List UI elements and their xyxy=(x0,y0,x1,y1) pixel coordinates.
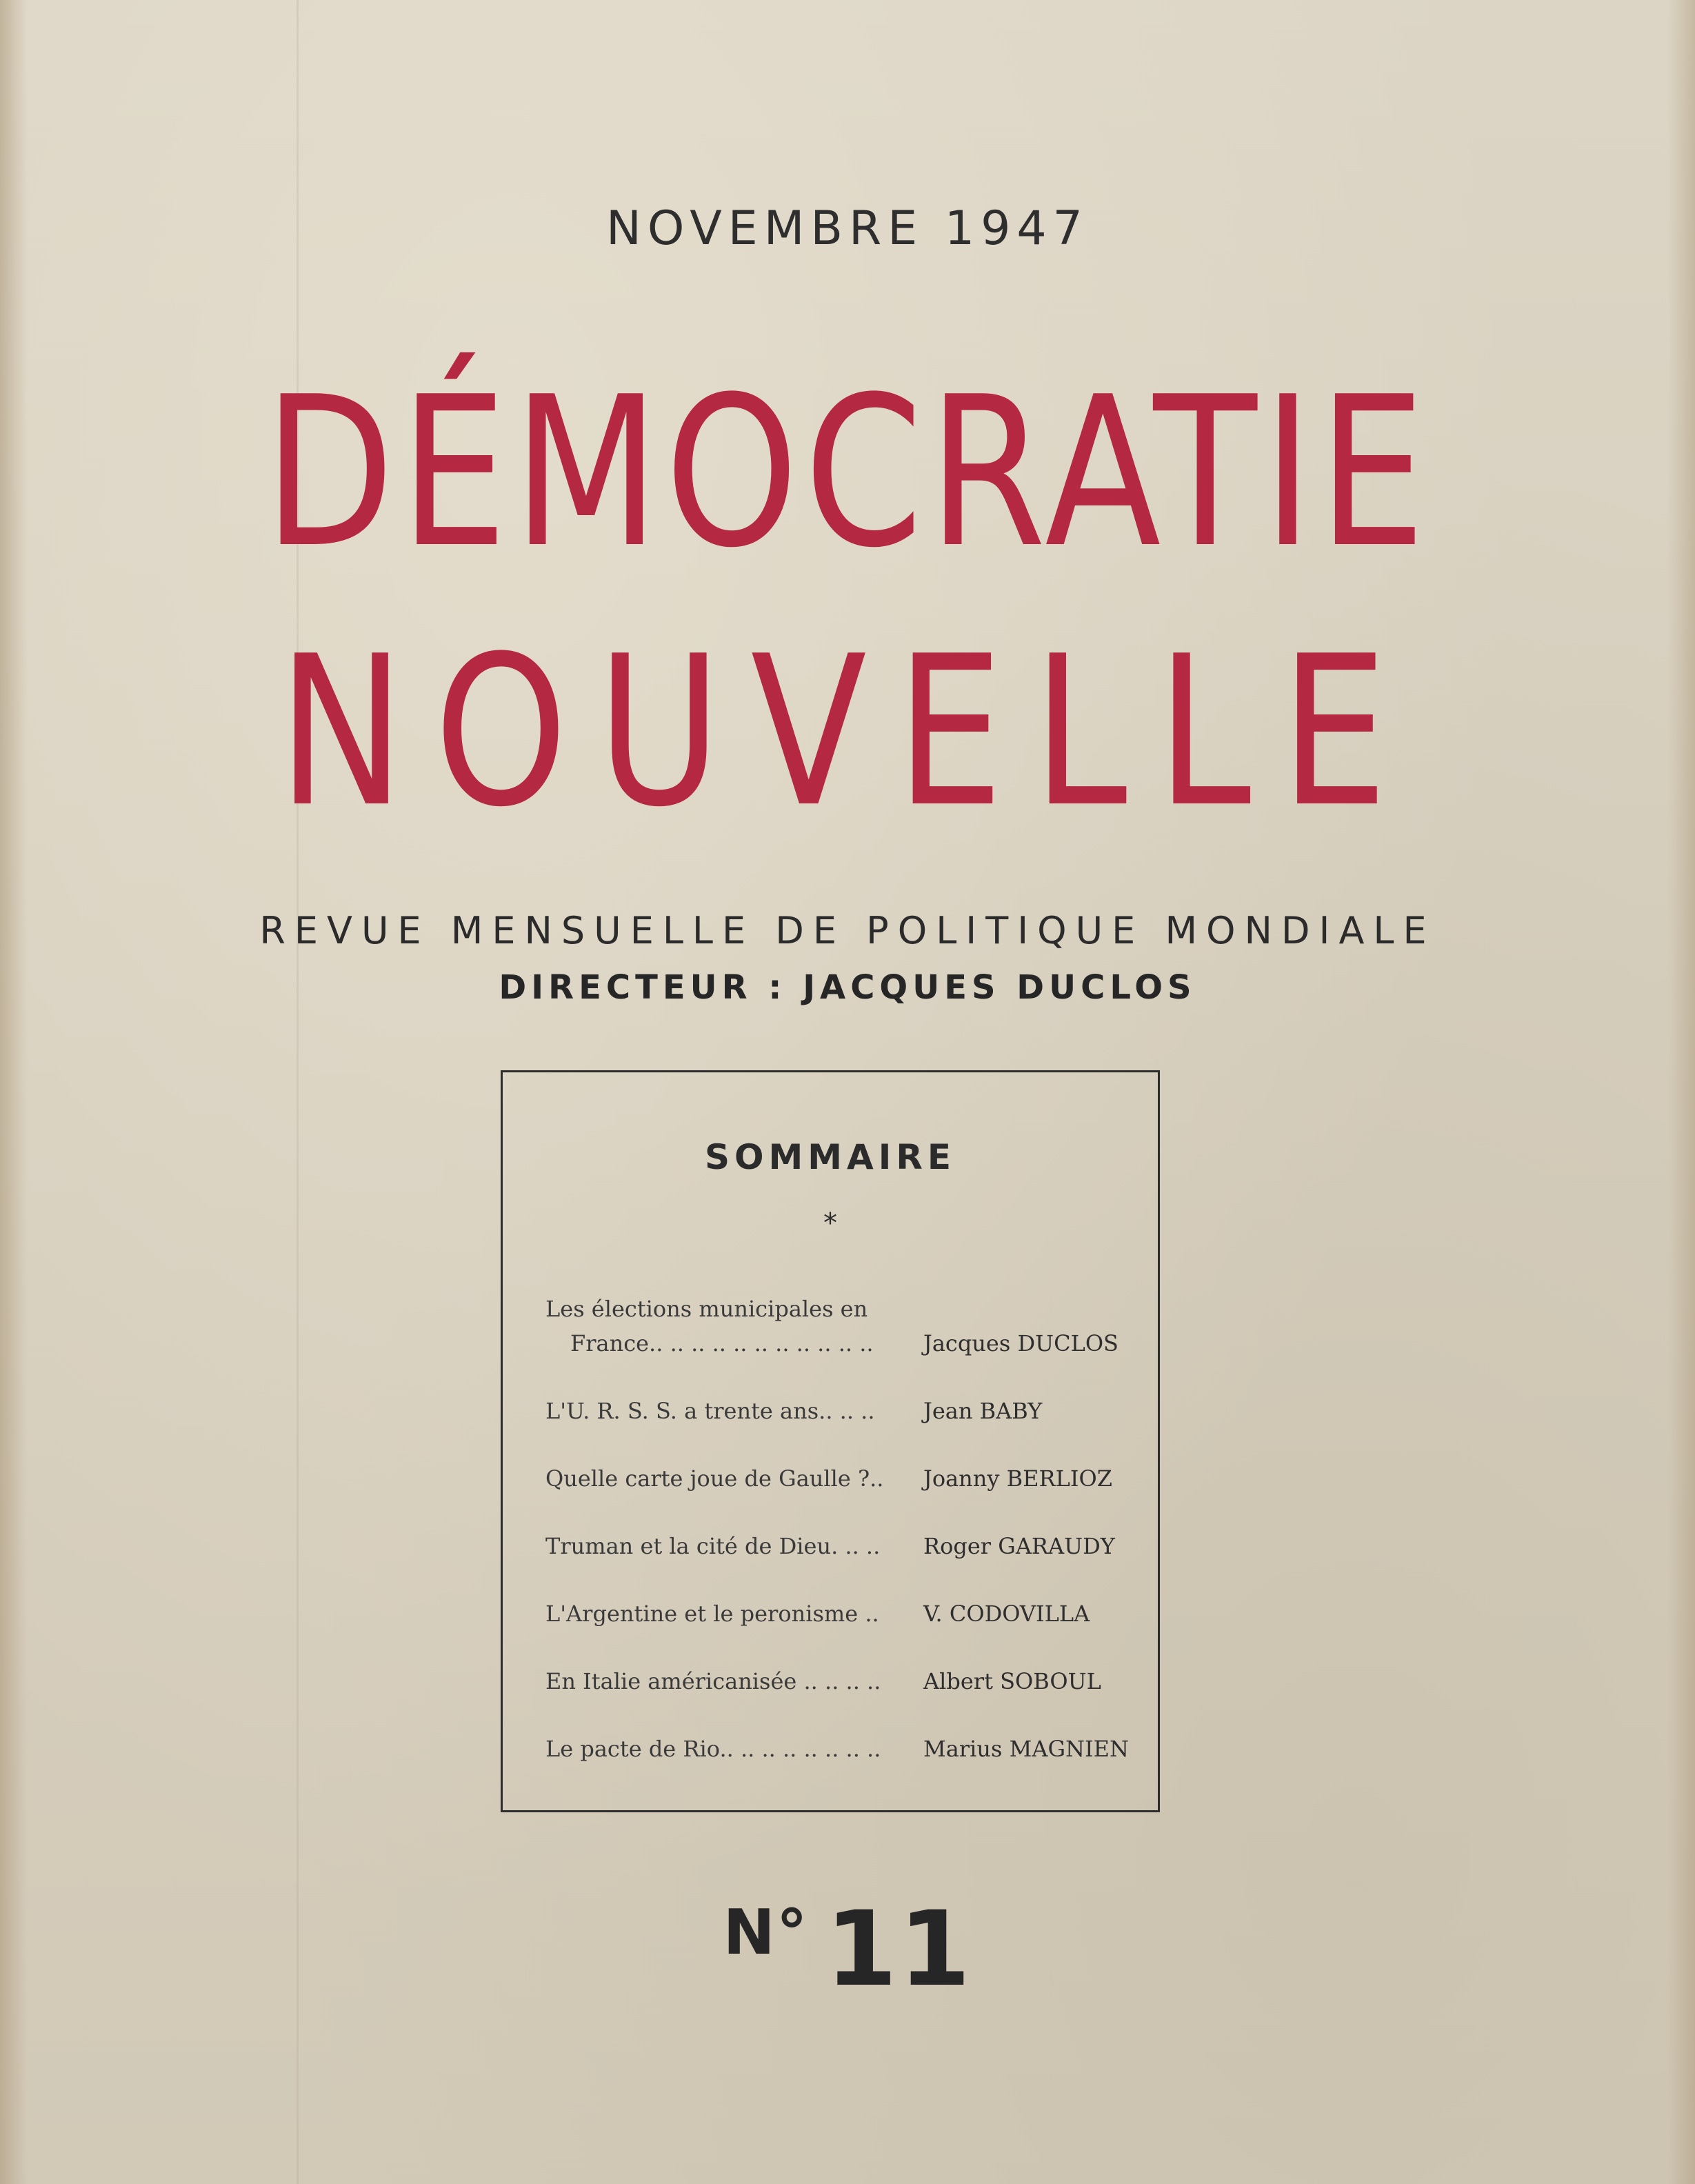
subtitle: REVUE MENSUELLE DE POLITIQUE MONDIALE xyxy=(259,909,1436,952)
toc-article-title xyxy=(545,1292,918,1361)
toc-article-title: L'Argentine et le peronisme .. xyxy=(545,1601,879,1627)
issue-prefix: N° xyxy=(723,1896,809,1969)
issue-number-value: 11 xyxy=(825,1890,972,2010)
toc-author: Marius MAGNIEN xyxy=(923,1736,1130,1762)
issue-number xyxy=(0,1890,1695,2010)
paper-edge-right xyxy=(1667,0,1695,2184)
toc-author: Roger GARAUDY xyxy=(923,1533,1115,1559)
paper-edge-left xyxy=(0,0,28,2184)
toc-author: Albert SOBOUL xyxy=(923,1668,1101,1694)
director-line: DIRECTEUR : JACQUES DUCLOS xyxy=(499,968,1196,1007)
sommaire-heading: SOMMAIRE xyxy=(705,1137,956,1177)
toc-author: Jean BABY xyxy=(923,1398,1043,1424)
toc-author: Joanny BERLIOZ xyxy=(923,1465,1112,1492)
title-line-1: DÉMOCRATIE xyxy=(263,352,1432,593)
star-ornament-icon: * xyxy=(823,1208,837,1239)
table-of-contents-box xyxy=(501,1070,1160,1812)
toc-article-title: Quelle carte joue de Gaulle ?.. xyxy=(545,1465,884,1492)
toc-article-line: France.. .. .. .. .. .. .. .. .. .. .. xyxy=(570,1330,874,1356)
issue-date: NOVEMBRE 1947 xyxy=(606,201,1089,256)
title-line-2: NOUVELLE xyxy=(277,612,1418,852)
toc-article-title: Truman et la cité de Dieu. .. .. xyxy=(545,1533,881,1559)
toc-article-title: L'U. R. S. S. a trente ans.. .. .. xyxy=(545,1398,875,1424)
toc-article-line: Les élections municipales en xyxy=(545,1296,868,1322)
toc-article-title: En Italie américanisée .. .. .. .. xyxy=(545,1668,881,1694)
toc-author: V. CODOVILLA xyxy=(923,1601,1090,1627)
paper-crease xyxy=(297,0,299,2184)
toc-author: Jacques DUCLOS xyxy=(923,1330,1119,1356)
toc-article-title: Le pacte de Rio.. .. .. .. .. .. .. .. xyxy=(545,1736,881,1762)
